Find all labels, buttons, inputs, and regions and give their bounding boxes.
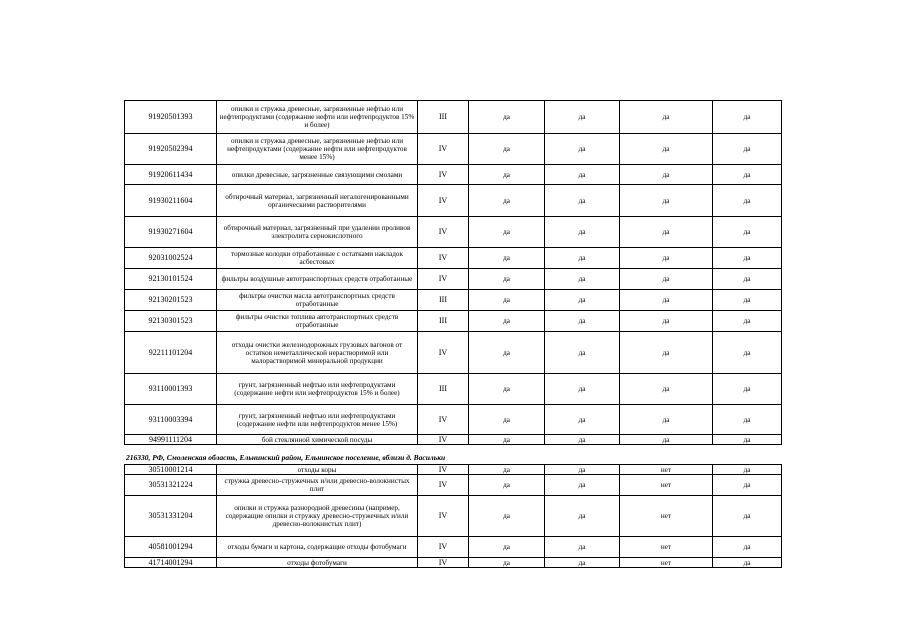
waste-name: бой стеклянной химической посуды: [217, 435, 418, 445]
waste-code: 41714001294: [125, 558, 217, 568]
cell-value: да: [469, 185, 545, 217]
waste-code: 92130301523: [125, 311, 217, 332]
cell-value: да: [469, 269, 545, 290]
cell-value: да: [620, 269, 713, 290]
cell-value: да: [545, 374, 620, 405]
hazard-class: III: [418, 374, 469, 405]
table-row: [125, 248, 782, 269]
cell-value: да: [545, 165, 620, 185]
cell-value: нет: [620, 475, 713, 496]
hazard-class: III: [418, 101, 469, 134]
waste-table-2: [124, 464, 782, 568]
waste-code: 91930271604: [125, 217, 217, 248]
cell-value: да: [713, 101, 782, 134]
cell-value: да: [620, 290, 713, 311]
waste-code: 92211101204: [125, 332, 217, 374]
waste-code: 92130201523: [125, 290, 217, 311]
cell-value: да: [713, 465, 782, 475]
cell-value: да: [713, 435, 782, 445]
cell-value: да: [469, 290, 545, 311]
cell-value: да: [469, 537, 545, 558]
waste-name: опилки и стружка древесные, загрязненные нефтью или нефтепродуктами (содержание нефти или нефтепродуктов 15% и более): [217, 101, 418, 134]
hazard-class: IV: [418, 405, 469, 435]
cell-value: да: [545, 332, 620, 374]
waste-name: тормозные колодки отработанные с остатками накладок асбестовых: [217, 248, 418, 269]
waste-code: 30531321224: [125, 475, 217, 496]
cell-value: да: [620, 405, 713, 435]
hazard-class: IV: [418, 185, 469, 217]
hazard-class: IV: [418, 165, 469, 185]
cell-value: да: [469, 165, 545, 185]
hazard-class: IV: [418, 134, 469, 165]
table-row: [125, 134, 782, 165]
cell-value: да: [469, 465, 545, 475]
cell-value: да: [620, 248, 713, 269]
cell-value: да: [545, 435, 620, 445]
waste-code: 93110003394: [125, 405, 217, 435]
hazard-class: IV: [418, 496, 469, 537]
cell-value: да: [713, 134, 782, 165]
cell-value: да: [713, 217, 782, 248]
cell-value: нет: [620, 465, 713, 475]
hazard-class: IV: [418, 537, 469, 558]
cell-value: да: [713, 311, 782, 332]
cell-value: да: [545, 537, 620, 558]
hazard-class: IV: [418, 435, 469, 445]
table-row: [125, 165, 782, 185]
waste-name: обтирочный материал, загрязненный при удалении проливов электролита сернокислотного: [217, 217, 418, 248]
cell-value: да: [620, 101, 713, 134]
cell-value: да: [545, 101, 620, 134]
table-row: [125, 217, 782, 248]
cell-value: да: [713, 537, 782, 558]
cell-value: да: [620, 435, 713, 445]
hazard-class: III: [418, 311, 469, 332]
hazard-class: IV: [418, 465, 469, 475]
waste-code: 94991111204: [125, 435, 217, 445]
waste-name: грунт, загрязненный нефтью или нефтепродуктами (содержание нефти или нефтепродуктов 15% и более): [217, 374, 418, 405]
waste-code: 91920501393: [125, 101, 217, 134]
cell-value: да: [713, 165, 782, 185]
table-row: [125, 435, 782, 445]
waste-name: отходы фотобумаги: [217, 558, 418, 568]
cell-value: да: [713, 332, 782, 374]
table-row: [125, 465, 782, 475]
hazard-class: IV: [418, 248, 469, 269]
waste-name: фильтры очистки топлива автотранспортных средств отработанные: [217, 311, 418, 332]
cell-value: да: [620, 165, 713, 185]
table-row: [125, 290, 782, 311]
cell-value: да: [469, 101, 545, 134]
cell-value: да: [545, 496, 620, 537]
cell-value: да: [620, 217, 713, 248]
waste-name: отходы бумаги и картона, содержащие отходы фотобумаги: [217, 537, 418, 558]
cell-value: да: [545, 248, 620, 269]
waste-name: стружка древесно-стружечных и/или древесно-волокнистых плит: [217, 475, 418, 496]
waste-name: отходы очистки железнодорожных грузовых вагонов от остатков неметаллической нерастворимой или малорастворимой минеральной продукции: [217, 332, 418, 374]
cell-value: нет: [620, 537, 713, 558]
waste-code: 91930211604: [125, 185, 217, 217]
hazard-class: III: [418, 290, 469, 311]
waste-name: отходы коры: [217, 465, 418, 475]
table-row: [125, 311, 782, 332]
section-address-heading: 216330, РФ, Смоленская область, Ельнинский район, Ельнинское поселение, вблизи д. Васильки: [126, 453, 446, 462]
waste-code: 30510001214: [125, 465, 217, 475]
waste-name: обтирочный материал, загрязненный негалогенированными органическими растворителями: [217, 185, 418, 217]
cell-value: да: [620, 185, 713, 217]
table-row: [125, 185, 782, 217]
waste-code: 93110001393: [125, 374, 217, 405]
table-row: [125, 332, 782, 374]
cell-value: да: [545, 311, 620, 332]
table-row: [125, 537, 782, 558]
waste-name: опилки и стружка древесные, загрязненные нефтью или нефтепродуктами (содержание нефти или нефтепродуктов менее 15%): [217, 134, 418, 165]
waste-code: 91920502394: [125, 134, 217, 165]
cell-value: да: [713, 558, 782, 568]
cell-value: да: [545, 465, 620, 475]
cell-value: да: [545, 185, 620, 217]
cell-value: да: [713, 475, 782, 496]
cell-value: да: [469, 134, 545, 165]
cell-value: да: [469, 374, 545, 405]
cell-value: да: [713, 185, 782, 217]
cell-value: да: [545, 269, 620, 290]
cell-value: да: [545, 405, 620, 435]
waste-table-1: [124, 100, 782, 445]
waste-name: опилки и стружка разнородной древесины (например, содержащие опилки и стружку древесно-стружечных и/или древесно-волокнистых плит): [217, 496, 418, 537]
waste-name: опилки древесные, загрязненные связующими смолами: [217, 165, 418, 185]
cell-value: да: [469, 248, 545, 269]
table-row: [125, 374, 782, 405]
cell-value: да: [545, 558, 620, 568]
cell-value: да: [620, 311, 713, 332]
hazard-class: IV: [418, 475, 469, 496]
cell-value: да: [469, 435, 545, 445]
hazard-class: IV: [418, 332, 469, 374]
table-row: [125, 269, 782, 290]
table-row: [125, 405, 782, 435]
cell-value: да: [469, 475, 545, 496]
cell-value: да: [713, 405, 782, 435]
cell-value: да: [545, 290, 620, 311]
cell-value: да: [713, 290, 782, 311]
waste-code: 92031002524: [125, 248, 217, 269]
waste-name: фильтры очистки масла автотранспортных средств отработанные: [217, 290, 418, 311]
cell-value: да: [469, 496, 545, 537]
waste-name: фильтры воздушные автотранспортных средств отработанные: [217, 269, 418, 290]
cell-value: да: [713, 248, 782, 269]
cell-value: да: [469, 311, 545, 332]
waste-code: 91920611434: [125, 165, 217, 185]
table-row: [125, 101, 782, 134]
cell-value: да: [620, 134, 713, 165]
cell-value: да: [713, 496, 782, 537]
cell-value: нет: [620, 558, 713, 568]
cell-value: да: [545, 217, 620, 248]
waste-code: 40581001294: [125, 537, 217, 558]
cell-value: да: [469, 332, 545, 374]
waste-name: грунт, загрязненный нефтью или нефтепродуктами (содержание нефти или нефтепродуктов менее 15%): [217, 405, 418, 435]
cell-value: да: [713, 374, 782, 405]
cell-value: да: [713, 269, 782, 290]
table-row: [125, 475, 782, 496]
hazard-class: IV: [418, 558, 469, 568]
hazard-class: IV: [418, 217, 469, 248]
cell-value: да: [620, 374, 713, 405]
cell-value: да: [469, 558, 545, 568]
table-row: [125, 496, 782, 537]
waste-code: 30531331204: [125, 496, 217, 537]
waste-code: 92130101524: [125, 269, 217, 290]
table-row: [125, 558, 782, 568]
cell-value: да: [545, 475, 620, 496]
cell-value: да: [469, 217, 545, 248]
cell-value: нет: [620, 496, 713, 537]
hazard-class: IV: [418, 269, 469, 290]
cell-value: да: [620, 332, 713, 374]
cell-value: да: [545, 134, 620, 165]
cell-value: да: [469, 405, 545, 435]
